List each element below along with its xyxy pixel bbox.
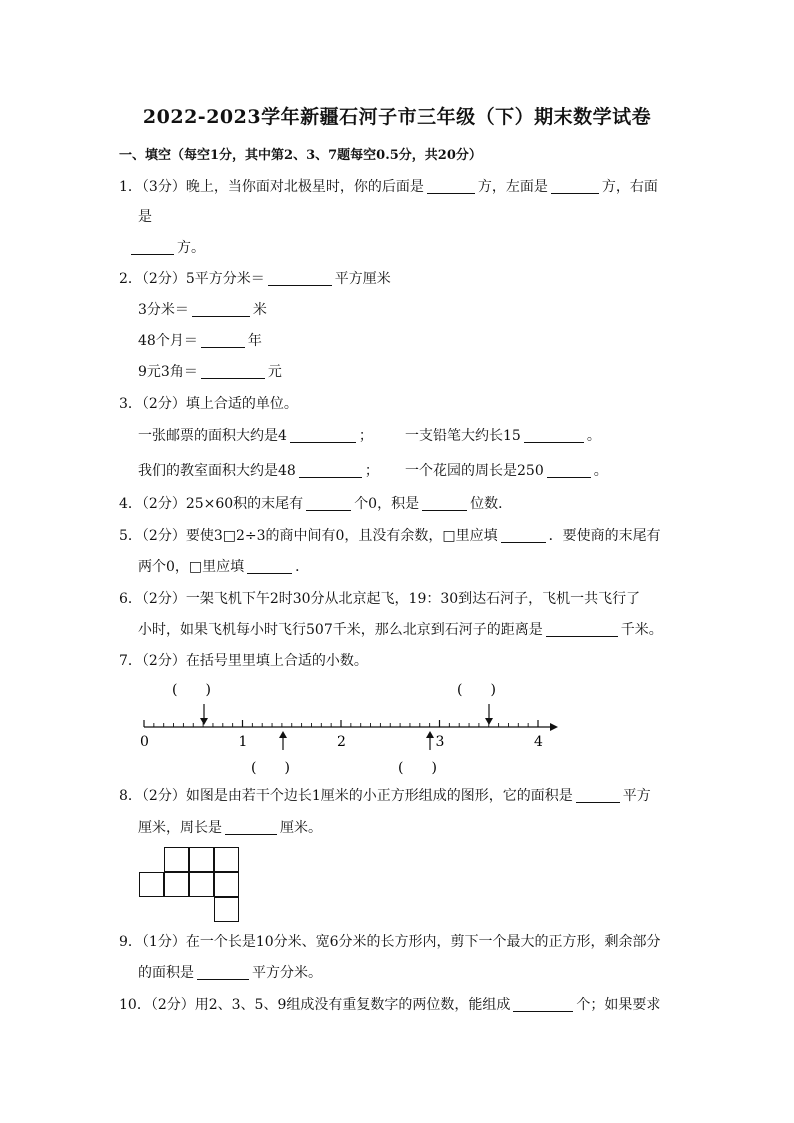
answer-blank — [422, 496, 467, 511]
question-10 — [119, 995, 660, 1015]
number-line-ticks — [140, 720, 543, 750]
question-5 — [119, 526, 661, 546]
tick-label: 1 — [238, 734, 248, 750]
answer-blank — [524, 428, 584, 443]
answer-blank — [513, 997, 573, 1012]
answer-blank — [547, 463, 591, 478]
grid-square — [164, 847, 189, 872]
question-8-line2 — [138, 818, 322, 838]
number-line-arrowhead — [550, 723, 558, 731]
answer-blank — [501, 528, 546, 543]
tick-label: 0 — [140, 734, 149, 750]
paren-top-1: ( ) — [172, 682, 211, 698]
answer-blank — [247, 559, 292, 574]
q2-text-d: 米 — [252, 302, 267, 318]
answer-blank — [225, 820, 277, 835]
grid-square — [214, 872, 239, 897]
tick-label: 3 — [435, 734, 445, 750]
q3-text-b: 一张邮票的面积大约是4 — [138, 428, 287, 444]
grid-square — [164, 872, 189, 897]
question-9-line2 — [138, 963, 322, 983]
q3-text-d: 一支铅笔大约长15 — [405, 428, 521, 444]
q8-text-c: 厘米，周长是 — [138, 820, 222, 836]
answer-blank — [201, 364, 265, 379]
q4-text-c: 位数． — [470, 496, 513, 512]
q2-text-g: 9元3角＝ — [138, 364, 198, 380]
arrow-up-2-head — [426, 731, 434, 738]
question-3: 3．（2分）填上合适的单位。 — [119, 396, 298, 412]
answer-blank — [201, 333, 245, 348]
question-2-line3 — [138, 331, 262, 351]
page-title: 2022-2023学年新疆石河子市三年级（下）期末数学试卷 — [142, 106, 652, 128]
tick-label: 4 — [534, 734, 543, 750]
answer-blank — [551, 179, 599, 194]
arrow-up-1-head — [279, 731, 287, 738]
section-heading: 一、填空（每空1分，其中第2、3、7题每空0.5分，共20分） — [119, 148, 482, 163]
q9-text-c: 平方分米。 — [252, 965, 322, 981]
question-3-line2 — [138, 426, 373, 446]
answer-blank — [131, 240, 174, 255]
number-line-figure — [130, 676, 570, 780]
question-8 — [119, 786, 651, 806]
answer-blank — [192, 302, 250, 317]
question-7: 7．（2分）在括号里里填上合适的小数。 — [119, 653, 368, 669]
grid-square — [189, 847, 214, 872]
question-2-line4 — [138, 362, 282, 382]
q1-text-b: 方，左面是 — [477, 179, 548, 195]
q3-text-h: 一个花园的周长是250 — [405, 463, 544, 479]
question-1 — [119, 177, 658, 197]
q2-text-b: 平方厘米 — [334, 271, 391, 287]
question-2-line2 — [138, 300, 267, 320]
paren-bottom-1: ( ) — [251, 760, 290, 776]
arrow-down-1-head — [200, 718, 208, 725]
grid-square — [214, 847, 239, 872]
grid-square — [189, 872, 214, 897]
q8-text-d: 厘米。 — [280, 820, 322, 836]
q6-text-c: 千米。 — [620, 622, 663, 638]
answer-blank — [306, 496, 351, 511]
answer-blank — [576, 788, 620, 803]
q4-text-a: 4．（2分）25×60积的末尾有 — [119, 496, 304, 512]
q6-text-b: 小时，如果飞机每小时飞行507千米，那么北京到石河子的距离是 — [138, 622, 543, 638]
q3-text-g: ； — [364, 463, 379, 479]
q3-text-f: 我们的教室面积大约是48 — [138, 463, 296, 479]
question-9: 9．（1分）在一个长是10分米、宽6分米的长方形内，剪下一个最大的正方形，剩余部分 — [119, 934, 661, 950]
q10-text-b: 个；如果要求 — [576, 997, 661, 1013]
q5-text-a: 5．（2分）要使3□2÷3的商中间有0，且没有余数，□里应填 — [119, 528, 498, 544]
q3-text-i: 。 — [593, 463, 608, 479]
answer-blank — [427, 179, 475, 194]
q2-text-e: 48个月＝ — [138, 333, 198, 349]
q2-text-f: 年 — [247, 333, 262, 349]
answer-blank — [546, 622, 618, 637]
q4-text-b: 个0，积是 — [354, 496, 420, 512]
paren-top-2: ( ) — [457, 682, 496, 698]
answer-blank — [268, 271, 332, 286]
question-1-cont — [128, 238, 205, 258]
question-4 — [119, 494, 512, 514]
answer-blank — [290, 428, 356, 443]
question-3-line3b — [405, 461, 608, 481]
q2-text-h: 元 — [267, 364, 282, 380]
q2-text-a: 2．（2分）5平方分米＝ — [119, 271, 265, 287]
question-6: 6．（2分）一架飞机下午2时30分从北京起飞，19：30到达石河子，飞机一共飞行了 — [119, 591, 641, 607]
q1-text-a: 1．（3分）晚上，当你面对北极星时，你的后面是 — [119, 179, 424, 195]
answer-blank — [197, 965, 249, 980]
q5-text-c: 两个0，□里应填 — [138, 559, 245, 575]
q3-text-c: ； — [358, 428, 373, 444]
q9-text-b: 的面积是 — [138, 965, 194, 981]
answer-blank — [299, 463, 362, 478]
q10-text-a: 10．（2分）用2、3、5、9组成没有重复数字的两位数，能组成 — [119, 997, 511, 1013]
q8-text-b: 平方 — [622, 788, 651, 804]
q1-text-c: 方，右面 — [601, 179, 658, 195]
grid-square — [214, 897, 239, 922]
paren-bottom-2: ( ) — [398, 760, 437, 776]
q5-text-d: ． — [295, 559, 310, 575]
q3-text-e: 。 — [586, 428, 601, 444]
tick-label: 2 — [337, 734, 346, 750]
question-5-line2 — [138, 557, 309, 577]
q5-text-b: ．要使商的末尾有 — [548, 528, 661, 544]
question-3-line3 — [138, 461, 379, 481]
q1-text-d: 是 — [138, 209, 152, 225]
question-6-line2 — [138, 620, 663, 640]
q8-text-a: 8．（2分）如图是由若干个边长1厘米的小正方形组成的图形，它的面积是 — [119, 788, 573, 804]
q1-text-e: 方。 — [177, 240, 205, 256]
question-2 — [119, 269, 391, 289]
grid-square — [139, 872, 164, 897]
question-3-line2b — [405, 426, 601, 446]
q2-text-c: 3分米＝ — [138, 302, 189, 318]
